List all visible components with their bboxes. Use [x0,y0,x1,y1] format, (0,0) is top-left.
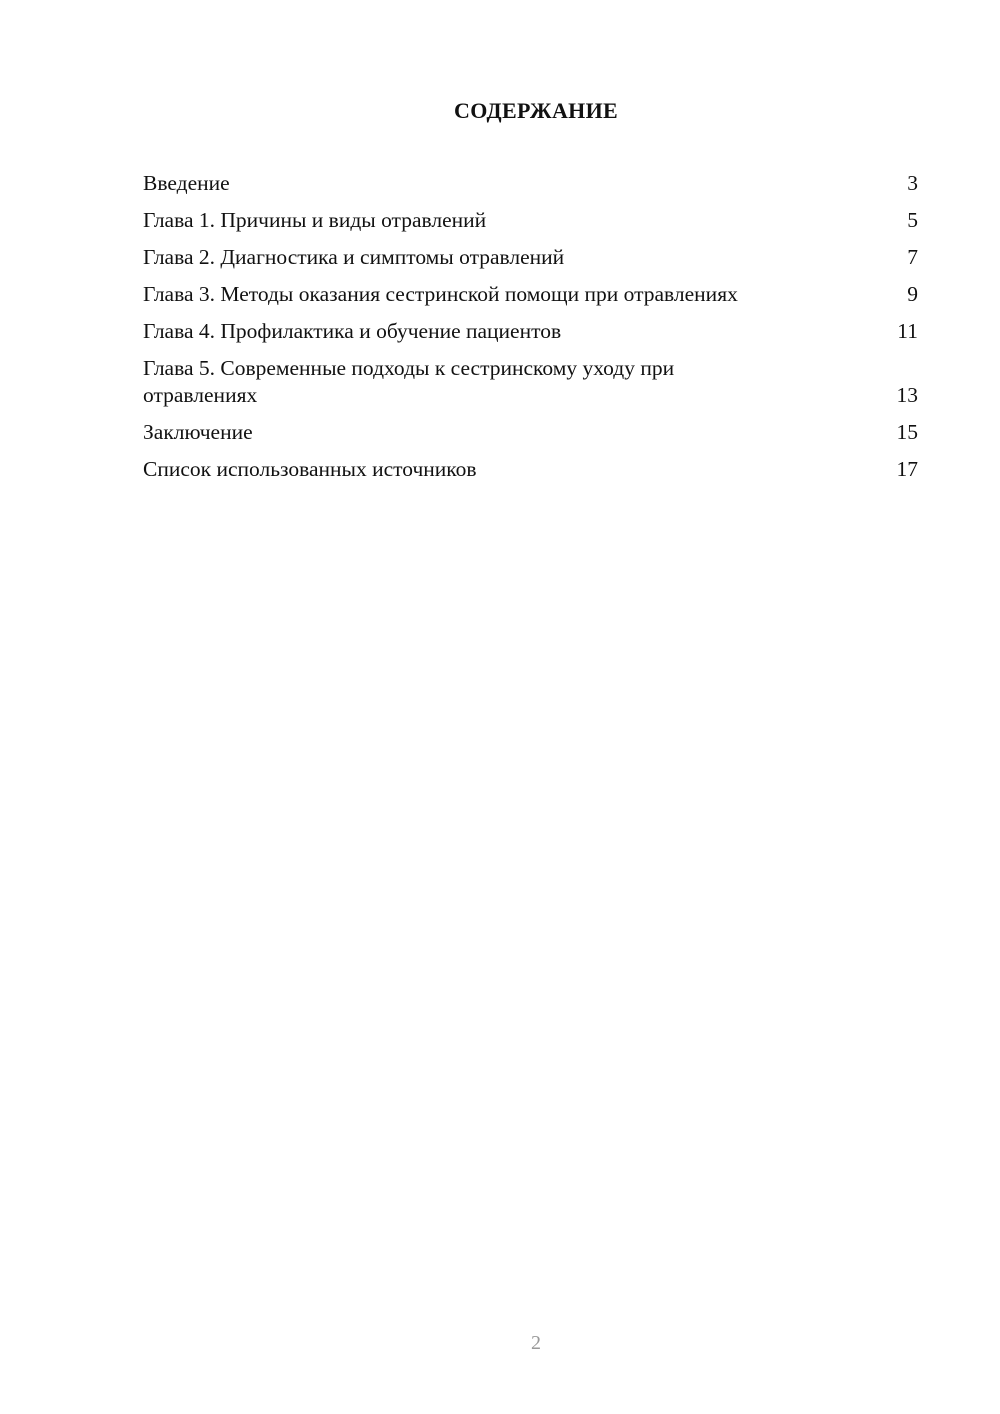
toc-entry-page: 13 [896,383,918,407]
page-number: 2 [531,1332,541,1354]
toc-entry-title: Введение [143,171,230,195]
toc-entry-title: Глава 3. Методы оказания сестринской помощи при отравлениях [143,282,738,306]
table-of-contents [143,170,918,493]
toc-entry [143,355,918,409]
toc-entry-title: Глава 1. Причины и виды отравлений [143,208,487,232]
toc-entry [143,244,918,271]
toc-entry-title: Глава 2. Диагностика и симптомы отравлений [143,245,565,269]
toc-entry [143,419,918,446]
toc-entry-title: Список использованных источников [143,457,477,481]
toc-entry-title: Заключение [143,420,253,444]
toc-entry-page: 5 [907,208,918,232]
toc-entry [143,456,918,483]
toc-entry-page: 15 [896,420,918,444]
toc-entry-title: Глава 5. Современные подходы к сестринскому уходу при отравлениях [143,356,675,407]
toc-entry [143,207,918,234]
toc-entry-page: 3 [907,171,918,195]
toc-entry-page: 17 [896,457,918,481]
page-title: СОДЕРЖАНИЕ [454,98,618,123]
toc-entry [143,281,918,308]
toc-entry-page: 7 [907,245,918,269]
toc-entry-page: 11 [897,319,918,343]
toc-entry-title: Глава 4. Профилактика и обучение пациентов [143,319,562,343]
toc-entry [143,318,918,345]
toc-entry-page: 9 [907,282,918,306]
toc-entry [143,170,918,197]
